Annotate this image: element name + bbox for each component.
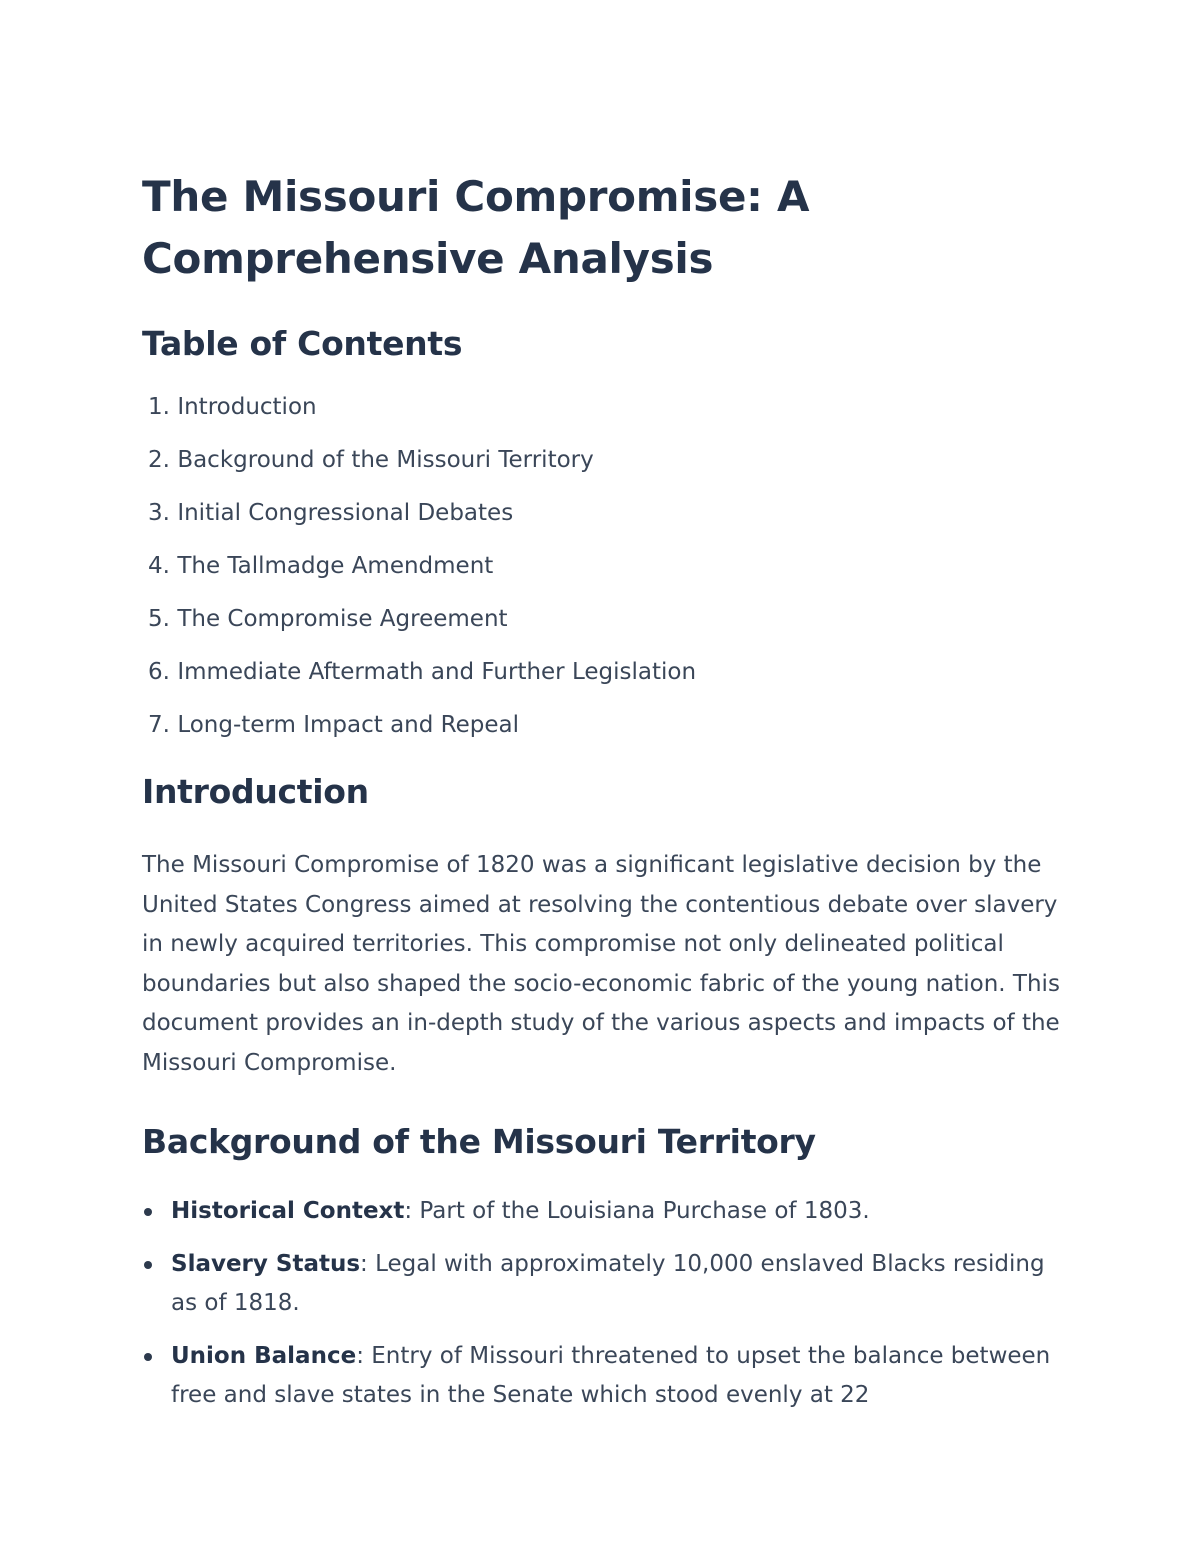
toc-item-number: 4.: [148, 553, 170, 579]
toc-item-label: The Tallmadge Amendment: [177, 553, 494, 579]
toc-item-long-term-impact: [142, 710, 1072, 740]
list-item: [142, 1192, 1072, 1232]
list-item: [142, 1245, 1072, 1324]
toc-item-number: 5.: [148, 606, 170, 632]
toc-item-compromise-agreement: [142, 604, 1072, 634]
toc-item-label: Introduction: [177, 394, 317, 420]
toc-item-introduction: [142, 392, 1072, 422]
toc-item-number: 6.: [148, 659, 170, 685]
toc-item-aftermath: [142, 657, 1072, 687]
introduction-heading: Introduction: [142, 772, 369, 811]
table-of-contents: [142, 392, 1072, 740]
list-item-term: Historical Context: [171, 1198, 405, 1224]
toc-item-label: Initial Congressional Debates: [177, 500, 514, 526]
list-item-term: Union Balance: [171, 1342, 357, 1369]
document-title: The Missouri Compromise: A Comprehensive Analysis: [142, 172, 810, 283]
bullet-icon: [144, 1353, 152, 1361]
toc-item-tallmadge-amendment: [142, 551, 1072, 581]
bullet-icon: [144, 1208, 152, 1216]
toc-item-number: 1.: [148, 394, 170, 420]
toc-item-label: Long-term Impact and Repeal: [177, 712, 519, 738]
list-item-text: : Entry of Missouri threatened to upset the balance between free and slave states in the Senate which stood evenly at 22: [171, 1342, 1051, 1408]
toc-heading: Table of Contents: [142, 324, 463, 363]
list-item: [142, 1337, 1072, 1416]
toc-item-label: Immediate Aftermath and Further Legislation: [177, 659, 697, 685]
introduction-paragraph: The Missouri Compromise of 1820 was a significant legislative decision by the United States Congress aimed at resolving the contentious debate over slavery in newly acquired territories. This compromise not only delineated political boundaries but also shaped the socio-economic fabric of the young nation. This document provides an in-depth study of the various aspects and impacts of the Missouri Compromise.: [142, 852, 1060, 1076]
toc-item-initial-debates: [142, 498, 1072, 528]
toc-item-number: 2.: [148, 447, 170, 473]
list-item-term: Slavery Status: [171, 1250, 361, 1277]
background-heading: Background of the Missouri Territory: [142, 1122, 816, 1161]
list-item-text: : Part of the Louisiana Purchase of 1803.: [404, 1198, 870, 1224]
toc-item-label: The Compromise Agreement: [177, 606, 508, 632]
toc-item-label: Background of the Missouri Territory: [177, 447, 594, 473]
list-item-text: : Legal with approximately 10,000 enslaved Blacks residing as of 1818.: [171, 1250, 1045, 1316]
bullet-icon: [144, 1261, 152, 1269]
toc-item-background: [142, 445, 1072, 475]
toc-item-number: 7.: [148, 712, 170, 738]
background-list: [142, 1192, 1072, 1416]
toc-item-number: 3.: [148, 500, 170, 526]
document-page: [142, 166, 1072, 1429]
